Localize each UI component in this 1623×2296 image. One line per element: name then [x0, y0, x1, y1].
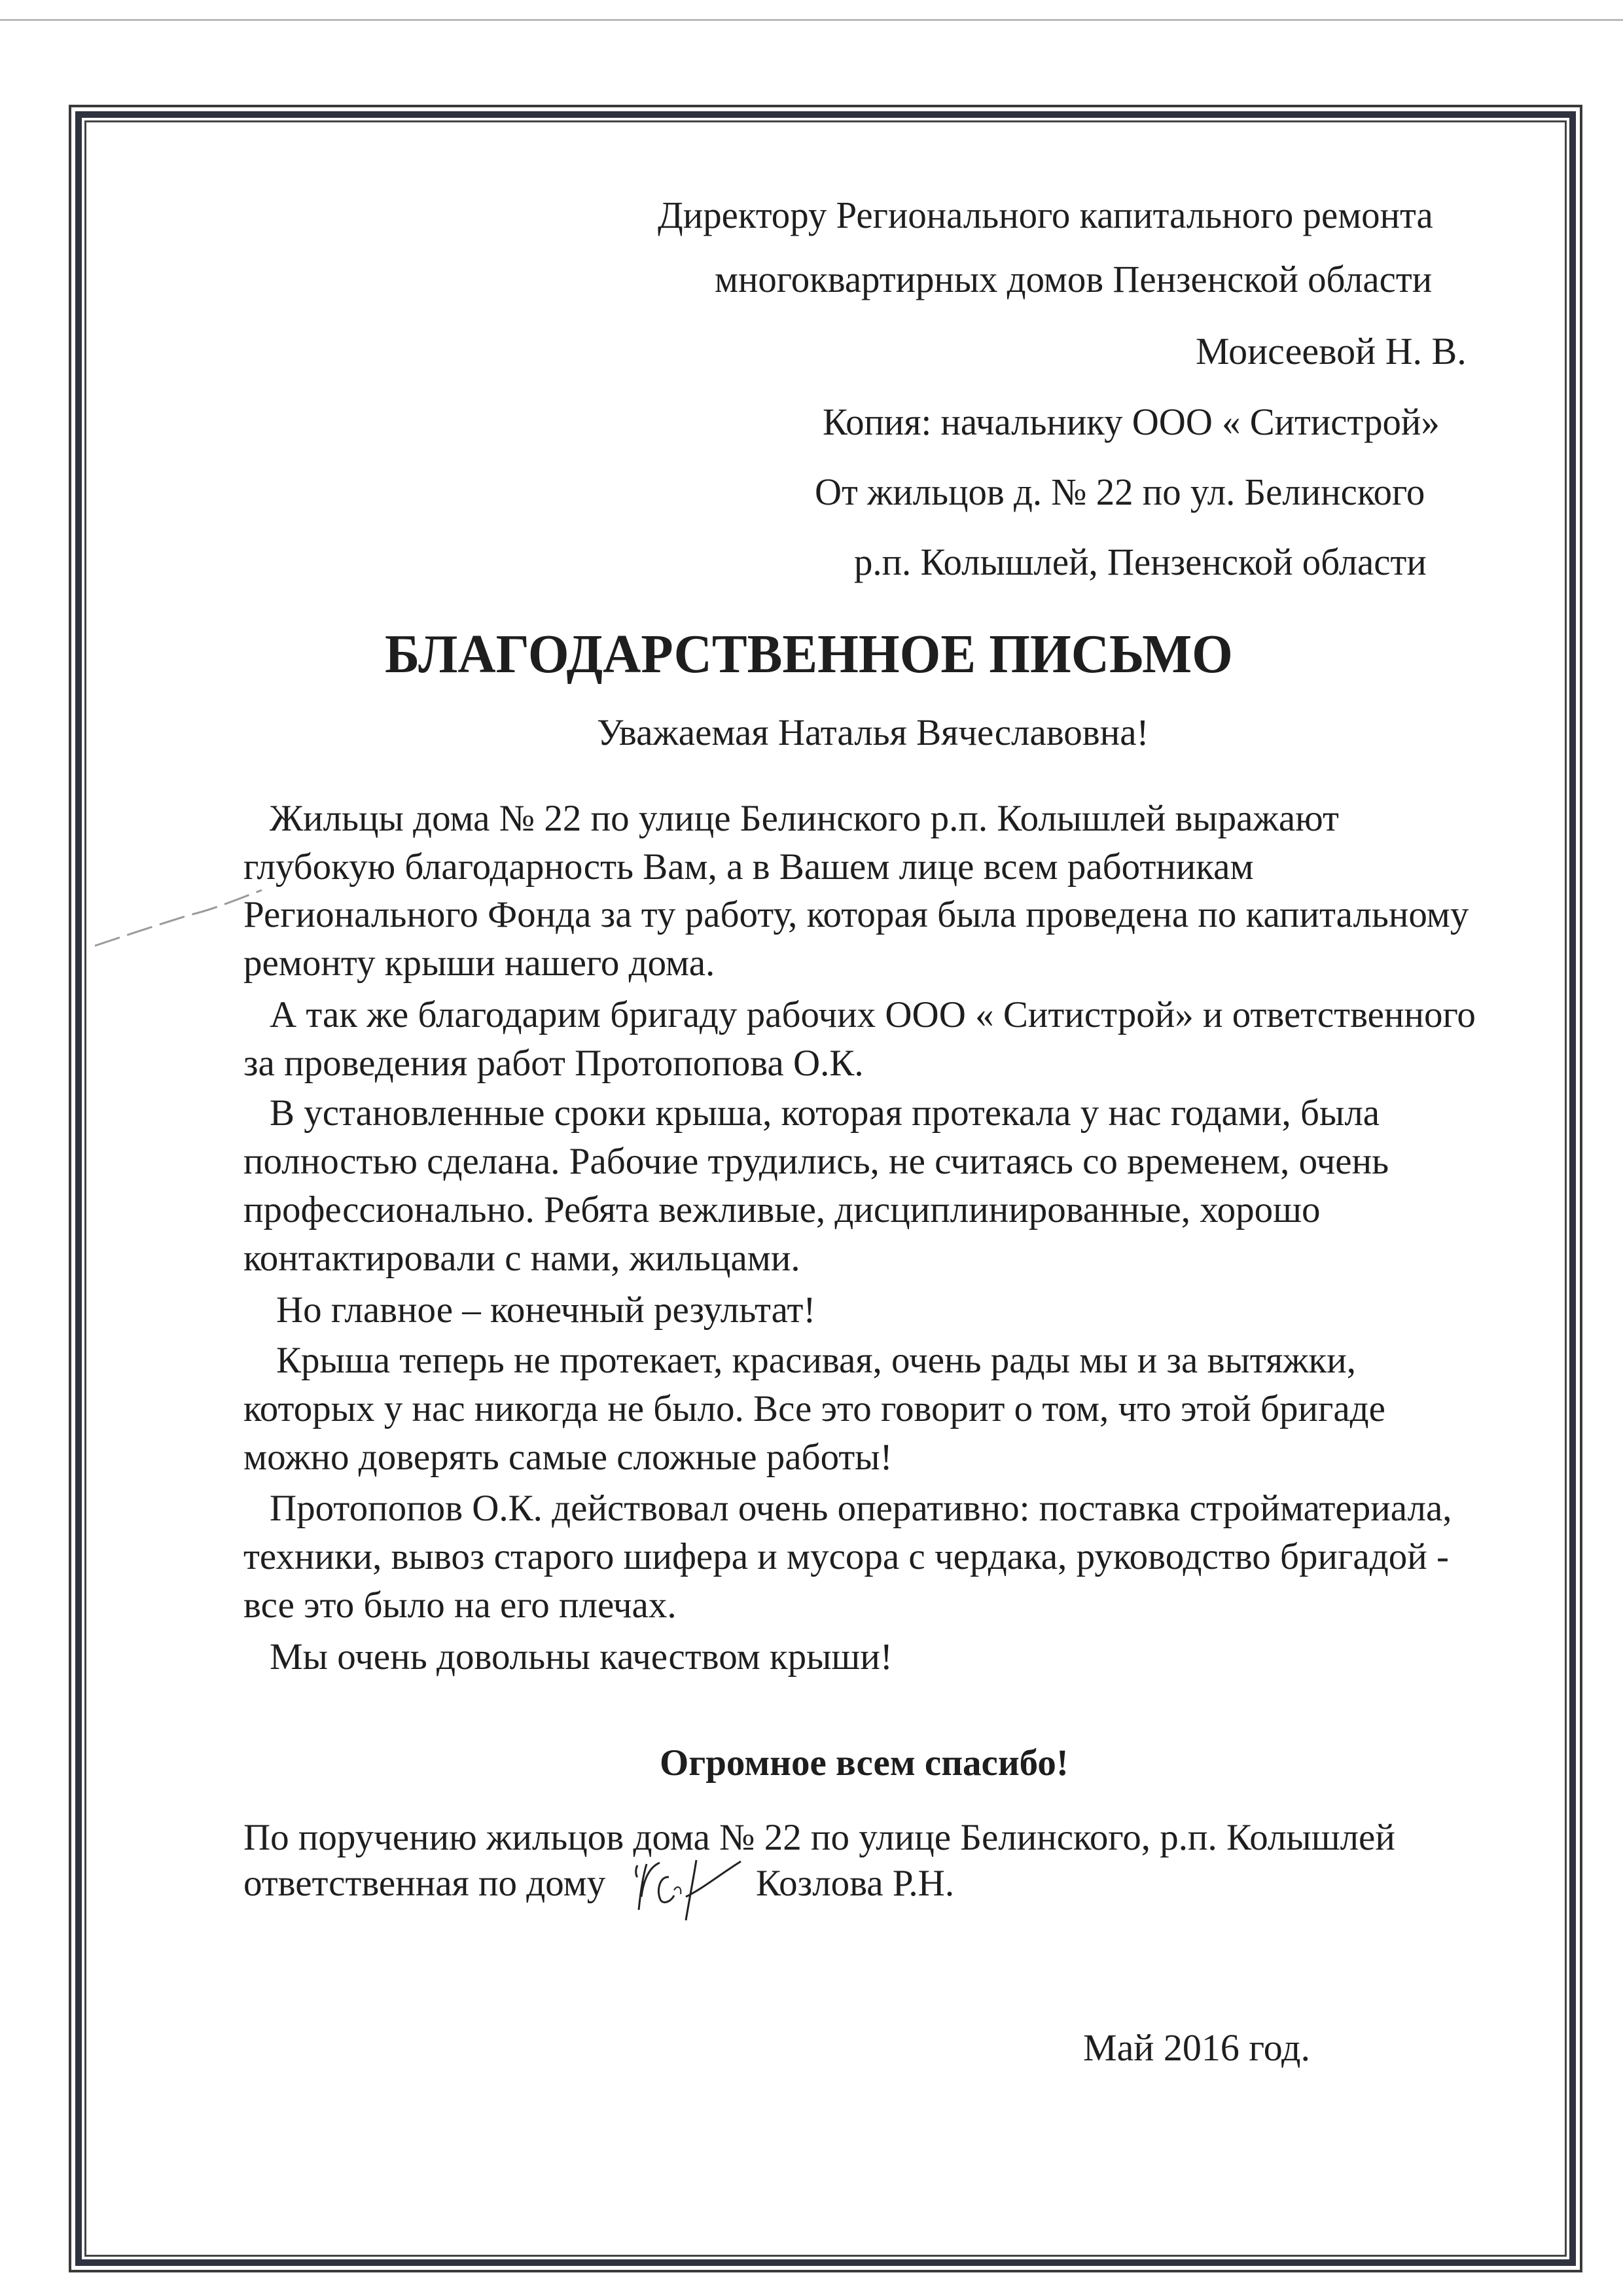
- page-title: БЛАГОДАРСТВЕННОЕ ПИСЬМО: [385, 624, 1233, 685]
- handwritten-signature: [628, 1857, 746, 1923]
- body-line: Но главное – конечный результат!: [276, 1289, 816, 1331]
- body-line: все это было на его плечах.: [243, 1585, 677, 1626]
- recipient-line-6: р.п. Колышлей, Пензенской области: [854, 541, 1427, 583]
- signoff-line-1: По поручению жильцов дома № 22 по улице Белинского, р.п. Колышлей: [243, 1817, 1395, 1858]
- body-line: Протопопов О.К. действовал очень оперативно: поставка стройматериала,: [270, 1488, 1452, 1529]
- body-line: Мы очень довольны качеством крыши!: [270, 1636, 893, 1677]
- body-line: глубокую благодарность Вам, а в Вашем лице всем работникам: [243, 846, 1254, 888]
- body-line: которых у нас никогда не было. Все это говорит о том, что этой бригаде: [243, 1388, 1385, 1429]
- body-line: можно доверять самые сложные работы!: [243, 1437, 893, 1478]
- body-line: Жильцы дома № 22 по улице Белинского р.п. Колышлей выражают: [270, 798, 1339, 839]
- body-line: полностью сделана. Рабочие трудились, не считаясь со временем, очень: [243, 1141, 1389, 1182]
- body-line: А так же благодарим бригаду рабочих ООО « Ситистрой» и ответственного: [270, 994, 1476, 1035]
- body-line: В установленные сроки крыша, которая протекала у нас годами, была: [270, 1092, 1380, 1134]
- pencil-mark: [85, 838, 281, 956]
- greeting: Уважаемая Наталья Вячеславовна!: [597, 712, 1149, 753]
- recipient-line-3: Моисеевой Н. В.: [1196, 330, 1467, 372]
- body-line: техники, вывоз старого шифера и мусора с чердака, руководство бригадой -: [243, 1536, 1449, 1577]
- letter-date: Май 2016 год.: [1083, 2026, 1311, 2069]
- body-line: за проведения работ Протопопова О.К.: [243, 1043, 864, 1084]
- closing-thanks: Огромное всем спасибо!: [660, 1742, 1069, 1784]
- body-line: контактировали с нами, жильцами.: [243, 1238, 800, 1279]
- recipient-line-5: От жильцов д. № 22 по ул. Белинского: [815, 471, 1425, 513]
- body-line: Крыша теперь не протекает, красивая, очень рады мы и за вытяжки,: [276, 1340, 1356, 1381]
- scan-edge-line: [0, 19, 1623, 21]
- recipient-line-1: Директору Регионального капитального ремонта: [658, 194, 1433, 236]
- signoff-name: Козлова Р.Н.: [756, 1863, 955, 1904]
- signoff-prefix: ответственная по дому: [243, 1863, 606, 1904]
- body-line: Регионального Фонда за ту работу, которая была проведена по капитальному: [243, 894, 1469, 935]
- recipient-line-2: многоквартирных домов Пензенской области: [715, 258, 1433, 300]
- body-line: ремонту крыши нашего дома.: [243, 942, 715, 984]
- recipient-line-4: Копия: начальнику ООО « Ситистрой»: [823, 401, 1440, 443]
- body-line: профессионально. Ребята вежливые, дисциплинированные, хорошо: [243, 1189, 1321, 1230]
